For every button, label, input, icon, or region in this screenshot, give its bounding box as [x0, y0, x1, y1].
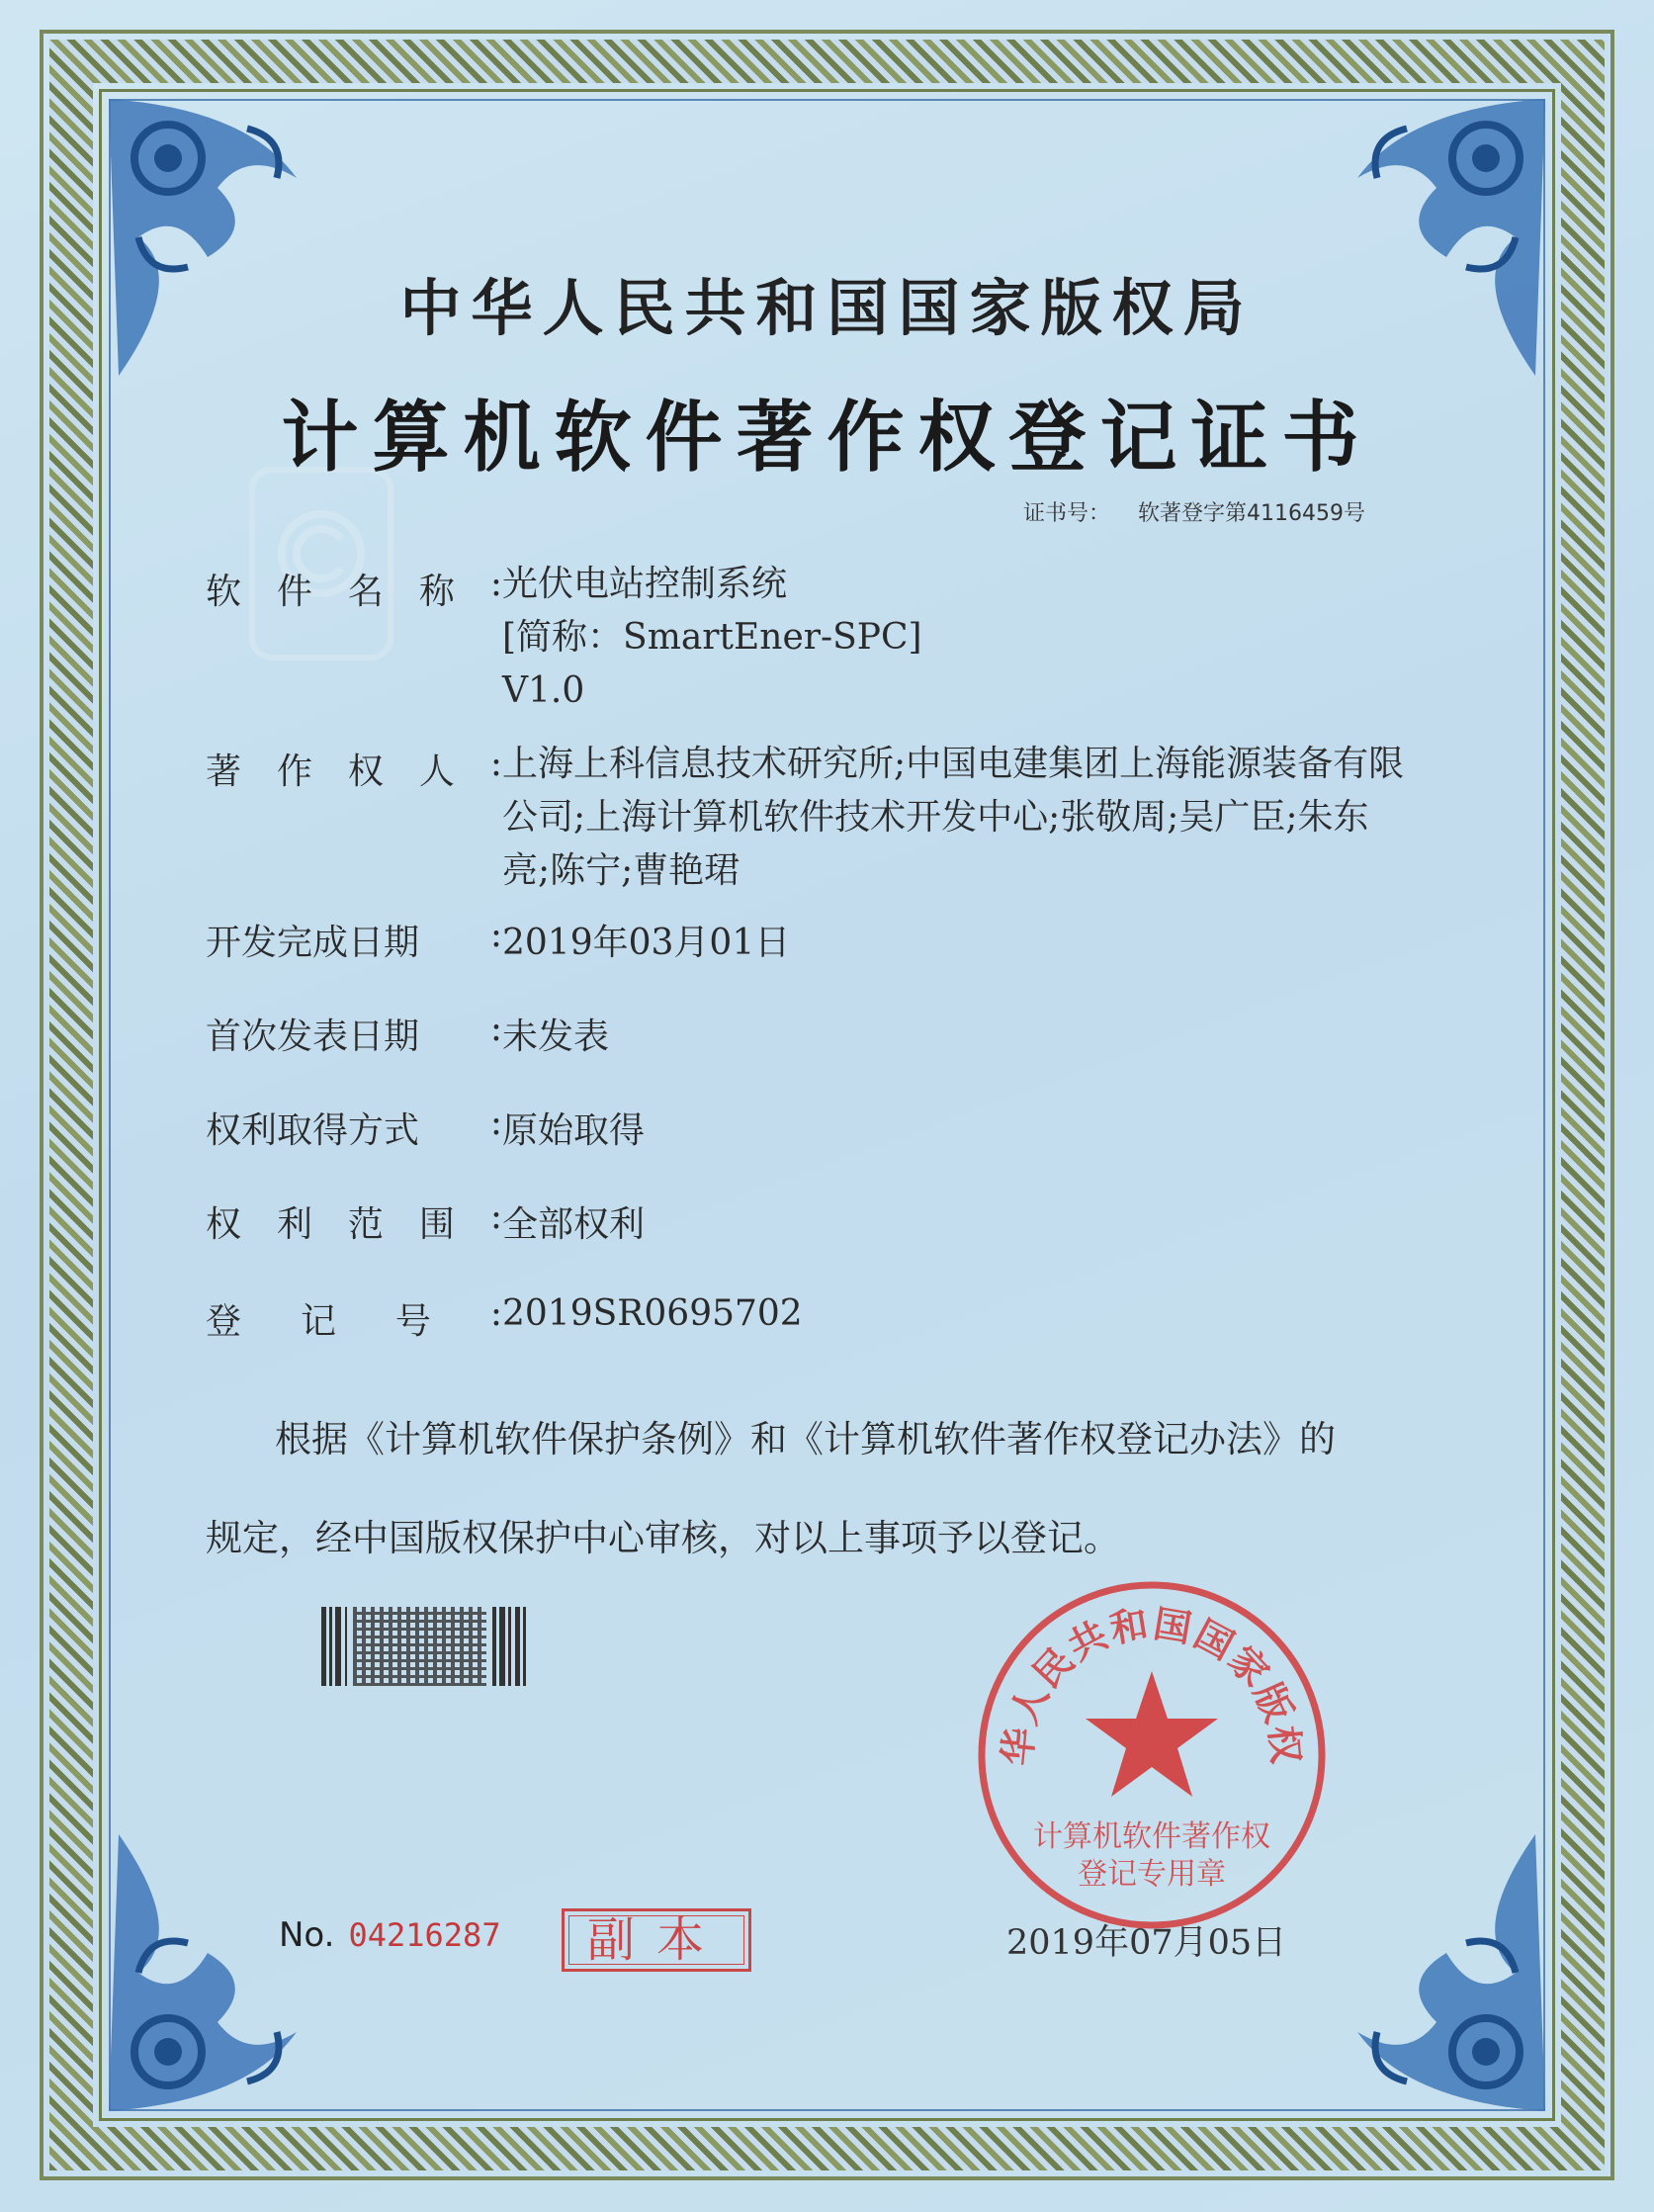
seal-inner-line-2: 登记专用章 — [1078, 1857, 1226, 1892]
rights-scope-value: 全部权利 — [502, 1204, 646, 1245]
field-value — [502, 738, 1654, 898]
copyright-holder-line: 公司;上海计算机软件技术开发中心;张敬周;吴广臣;朱东 — [502, 797, 1369, 838]
field-label — [206, 744, 502, 794]
certificate-title: 计算机软件著作权登记证书 — [281, 393, 1373, 483]
barcode-icon — [321, 1607, 554, 1686]
label-text: 开发完成日期 — [206, 923, 420, 963]
label-char: 利 — [276, 1204, 312, 1245]
field-value — [502, 1009, 1654, 1059]
copy-mark-stamp: 副本 — [562, 1908, 751, 1972]
field-value — [502, 1196, 1654, 1247]
field-value — [502, 1103, 1654, 1153]
seal-inner-line-1: 计算机软件著作权 — [1033, 1819, 1270, 1854]
label-colon: : — [489, 564, 502, 604]
label-colon: : — [489, 1009, 502, 1049]
field-label — [206, 1293, 502, 1344]
software-name-line: V1.0 — [502, 670, 585, 711]
field-label — [206, 1103, 502, 1153]
corner-ornament-bottom-left — [99, 1824, 395, 2121]
certificate-number — [1023, 496, 1365, 527]
issue-date: 2019年07月05日 — [1006, 1923, 1287, 1963]
software-name-line: 光伏电站控制系统 — [502, 564, 788, 604]
registration-number-value: 2019SR0695702 — [502, 1293, 803, 1334]
label-colon: : — [489, 744, 502, 784]
label-char: 称 — [418, 572, 455, 612]
label-char: 权 — [206, 1204, 242, 1245]
certificate-number-label: 证书号： — [1023, 501, 1111, 526]
field-label — [206, 915, 502, 965]
label-char: 件 — [276, 572, 312, 612]
field-label — [206, 1009, 502, 1059]
label-char: 作 — [276, 752, 312, 792]
label-text: 首次发表日期 — [206, 1017, 420, 1057]
field-value — [502, 915, 1654, 965]
label-colon: : — [489, 1293, 502, 1334]
statement-line-1: 根据《计算机软件保护条例》和《计算机软件著作权登记办法》的 — [275, 1418, 1336, 1460]
serial-value: 04216287 — [348, 1916, 501, 1954]
field-label — [206, 564, 502, 614]
label-char: 登 — [206, 1301, 242, 1342]
official-seal — [974, 1577, 1330, 1933]
copyright-holder-line: 上海上科信息技术研究所;中国电建集团上海能源装备有限 — [502, 744, 1405, 784]
label-char: 围 — [418, 1204, 455, 1245]
label-char: 著 — [206, 752, 242, 792]
completion-date-value: 2019年03月01日 — [502, 923, 791, 963]
certificate-number-value: 软著登字第4116459号 — [1138, 501, 1365, 526]
acquisition-value: 原始取得 — [502, 1110, 646, 1151]
field-label — [206, 1196, 502, 1247]
software-name-line: [简称：SmartEner-SPC] — [502, 617, 922, 658]
field-value — [502, 558, 1654, 718]
label-char: 号 — [394, 1301, 431, 1342]
first-publication-value: 未发表 — [502, 1017, 610, 1057]
label-colon: : — [489, 915, 502, 955]
copyright-holder-line: 亮;陈宁;曹艳珺 — [502, 850, 740, 891]
field-value — [502, 1293, 1654, 1334]
serial-label: No. — [279, 1915, 335, 1955]
label-char: 人 — [418, 752, 455, 792]
label-char: 权 — [347, 752, 384, 792]
label-text: 权利取得方式 — [206, 1110, 420, 1151]
label-colon: : — [489, 1196, 502, 1237]
serial-number — [279, 1915, 501, 1955]
label-char: 记 — [300, 1301, 336, 1342]
issuing-authority: 中华人民共和国国家版权局 — [399, 272, 1255, 344]
label-colon: : — [489, 1103, 502, 1143]
statement-line-2: 规定，经中国版权保护中心审核，对以上事项予以登记。 — [206, 1517, 1120, 1559]
seal-outer-text: 华人民共和国国家版权 — [995, 1601, 1309, 1768]
label-char: 名 — [347, 572, 384, 612]
label-char: 范 — [347, 1204, 384, 1245]
label-char: 软 — [206, 572, 242, 612]
